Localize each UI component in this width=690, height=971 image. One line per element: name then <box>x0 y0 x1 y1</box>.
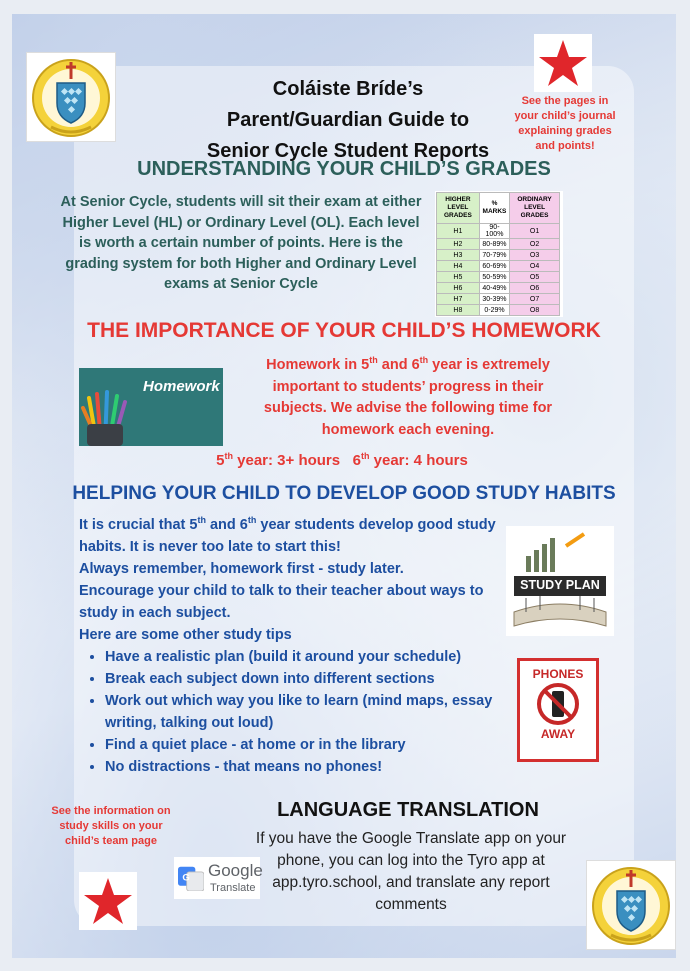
table-cell: 30-39% <box>479 294 509 305</box>
table-header: % MARKS <box>479 193 509 224</box>
homework-heading: THE IMPORTANCE OF YOUR CHILD’S HOMEWORK <box>87 319 601 342</box>
google-translate-logo <box>174 857 263 899</box>
google-label: Google <box>208 861 263 880</box>
table-row <box>437 272 560 283</box>
table-cell: H8 <box>437 305 480 316</box>
table-cell: O2 <box>510 239 560 250</box>
school-crest-logo <box>586 860 676 950</box>
svg-text:G: G <box>182 872 190 884</box>
study-intro: It is crucial that 5th and 6th year students develop good study habits. It is never too late to start this! <box>79 515 496 555</box>
homework-text: Homework in 5th and 6th year is extremely important to students’ progress in their subjects. We advise the following time for homework each evening. <box>263 355 553 438</box>
homework-image <box>79 368 223 446</box>
table-row <box>437 294 560 305</box>
study-text <box>79 514 509 778</box>
table-cell: O1 <box>510 224 560 239</box>
list-item: • No distractions - that means no phones! <box>105 756 495 778</box>
star-icon <box>79 872 137 930</box>
study-line2: Always remember, homework first - study later. <box>79 561 404 577</box>
team-note: See the information on study skills on your child’s team page <box>51 805 171 847</box>
table-cell: H5 <box>437 272 480 283</box>
phones-label: PHONES <box>532 667 584 681</box>
study-plan-label: STUDY PLAN <box>520 578 600 592</box>
study-plan-image <box>506 526 614 636</box>
table-row <box>437 250 560 261</box>
table-cell: H2 <box>437 239 480 250</box>
table-cell: H3 <box>437 250 480 261</box>
year5-time: 5th year: 3+ hours <box>216 451 341 469</box>
table-cell: 40-49% <box>479 283 509 294</box>
table-cell: H7 <box>437 294 480 305</box>
poster <box>12 14 676 958</box>
table-cell: 80-89% <box>479 239 509 250</box>
table-row <box>437 239 560 250</box>
table-cell: O6 <box>510 283 560 294</box>
translate-icon <box>178 865 204 891</box>
grades-text: At Senior Cycle, students will sit their exam at either Higher Level (HL) or Ordinary Level (OL). Each level is worth a certain number of points. Here is the grading system for both Higher and Ordinary Level exams at Senior Cycle <box>60 194 422 292</box>
homework-times <box>192 450 492 472</box>
list-item: • Break each subject down into different sections <box>105 668 495 690</box>
table-header: ORDINARY LEVEL GRADES <box>510 193 560 224</box>
homework-image-label: Homework <box>143 378 220 395</box>
table-cell: H6 <box>437 283 480 294</box>
table-row <box>437 224 560 239</box>
table-cell: 60-69% <box>479 261 509 272</box>
table-cell: 70-79% <box>479 250 509 261</box>
table-row <box>437 305 560 316</box>
table-cell: O7 <box>510 294 560 305</box>
table-row <box>437 283 560 294</box>
table-cell: 0-29% <box>479 305 509 316</box>
table-cell: 50-59% <box>479 272 509 283</box>
school-crest-logo <box>26 52 116 142</box>
list-item: • Have a realistic plan (build it around your schedule) <box>105 646 495 668</box>
journal-note: See the pages in your child’s journal explaining grades and points! <box>514 95 616 152</box>
table-cell: O3 <box>510 250 560 261</box>
page-title: Coláiste Bríde’s Parent/Guardian Guide to Senior Cycle Student Reports <box>206 78 490 162</box>
table-cell: 90-100% <box>479 224 509 239</box>
study-line3: Encourage your child to talk to their teacher about ways to study in each subject. <box>79 583 484 621</box>
table-row <box>437 261 560 272</box>
study-heading: HELPING YOUR CHILD TO DEVELOP GOOD STUDY HABITS <box>72 483 616 504</box>
star-icon <box>534 34 592 92</box>
no-phone-icon <box>520 681 596 727</box>
grades-table <box>435 191 563 317</box>
table-cell: O5 <box>510 272 560 283</box>
translation-text: If you have the Google Translate app on your phone, you can log into the Tyro app at app.tyro.school, and translate any report comments <box>255 830 567 913</box>
list-item: • Work out which way you like to learn (mind maps, essay writing, talking out loud) <box>105 690 495 734</box>
translation-heading: LANGUAGE TRANSLATION <box>277 799 539 821</box>
table-header: HIGHER LEVEL GRADES <box>437 193 480 224</box>
study-tips-list <box>79 646 495 778</box>
list-item: • Find a quiet place - at home or in the library <box>105 734 495 756</box>
phones-away-sign <box>517 658 599 762</box>
table-cell: H4 <box>437 261 480 272</box>
table-cell: O8 <box>510 305 560 316</box>
grades-heading: UNDERSTANDING YOUR CHILD’S GRADES <box>137 158 551 180</box>
away-label: AWAY <box>540 727 576 741</box>
year6-time: 6th year: 4 hours <box>352 451 468 469</box>
translate-label: Translate <box>210 882 256 894</box>
table-cell: H1 <box>437 224 480 239</box>
table-cell: O4 <box>510 261 560 272</box>
study-line4: Here are some other study tips <box>79 627 292 643</box>
